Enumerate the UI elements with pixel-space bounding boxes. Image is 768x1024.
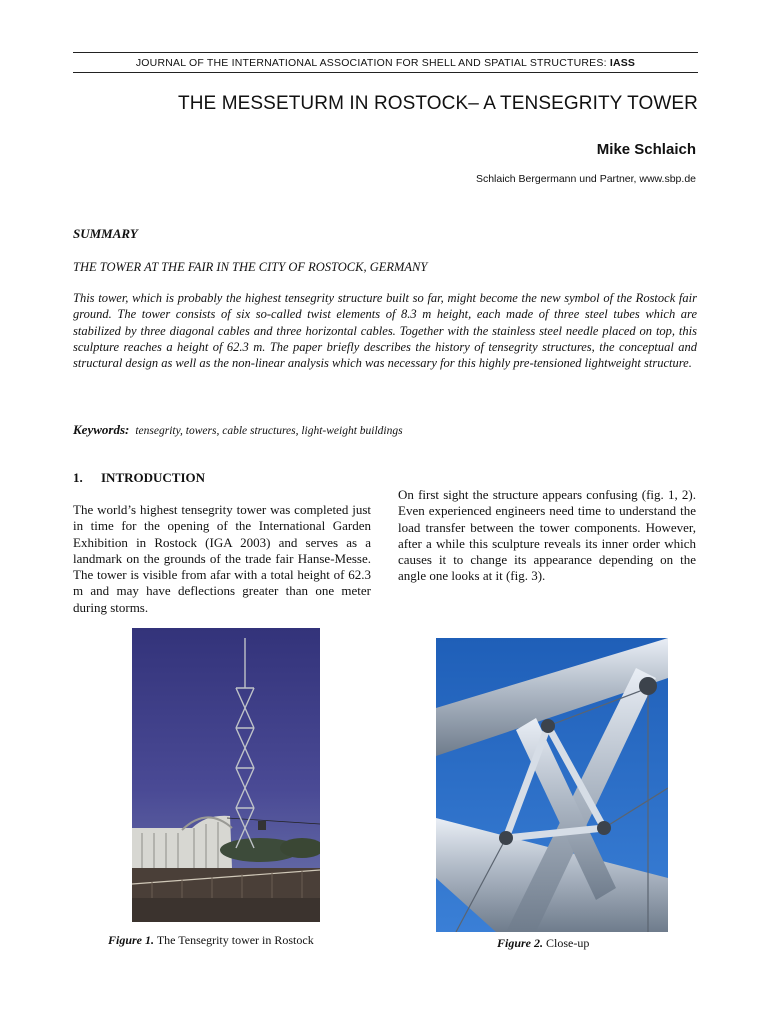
- header-rule-bottom: [73, 72, 698, 73]
- abstract-text: This tower, which is probably the highest tensegrity structure built so far, might become the new symbol of the Rostock fair ground. The tower consists of six so-called twist elements of 8.3 m height, each made of three steel tubes which are stabilized by three diagonal cables and three horizontal cables. Together with the stainless steel needle placed on top, this sculpture reaches a height of 62.3 m. The paper briefly describes the history of tensegrity structures, the conceptual and structural design as well as the non-linear analysis which was necessary for this highly pre-tensioned lightweight structure.: [73, 291, 697, 371]
- figure-2-image: [436, 638, 668, 932]
- keywords-value: tensegrity, towers, cable structures, light-weight buildings: [135, 425, 403, 437]
- summary-subtitle: THE TOWER AT THE FAIR IN THE CITY OF ROSTOCK, GERMANY: [73, 260, 428, 274]
- figure-1-caption: [108, 933, 314, 948]
- closeup-photo: [436, 638, 668, 932]
- journal-header: [73, 57, 698, 69]
- section-heading: [73, 470, 205, 486]
- paper-title: THE MESSETURM IN ROSTOCK– A TENSEGRITY TOWER: [178, 93, 698, 114]
- keywords-label: Keywords:: [73, 422, 130, 437]
- figure-1-text: The Tensegrity tower in Rostock: [156, 933, 314, 947]
- figure-2-caption: [497, 936, 589, 951]
- tower-photo: [132, 628, 320, 922]
- header-rule: [73, 52, 698, 53]
- journal-name: JOURNAL OF THE INTERNATIONAL ASSOCIATION FOR SHELL AND SPATIAL STRUCTURES:: [135, 57, 607, 69]
- section-title: INTRODUCTION: [101, 470, 206, 485]
- intro-paragraph-left: The world’s highest tensegrity tower was completed just in time for the opening of the International Garden Exhibition in Rostock (IGA 2003) and serves as a landmark on the grounds of the trade fair Hanse-Messe. The tower is visible from afar with a total height of 62.3 m and may have deflections greater than one meter during storms.: [73, 502, 371, 615]
- figure-1-image: [132, 628, 320, 922]
- author-name: Mike Schlaich: [596, 141, 696, 158]
- summary-heading: SUMMARY: [73, 226, 138, 241]
- figure-2-label: Figure 2.: [497, 936, 544, 950]
- journal-abbr: IASS: [609, 57, 636, 69]
- author-affiliation: Schlaich Bergermann und Partner, www.sbp.de: [475, 173, 696, 185]
- intro-paragraph-right: On first sight the structure appears confusing (fig. 1, 2). Even experienced engineers need time to understand the load transfer between the tower components. However, after a while this sculpture reveals its inner order which causes it to change its appearance depending on the angle one looks at it (fig. 3).: [398, 487, 696, 584]
- figure-2-text: Close-up: [546, 936, 590, 950]
- figure-1-label: Figure 1.: [108, 933, 155, 947]
- keywords: [73, 422, 403, 438]
- section-number: 1.: [73, 470, 83, 485]
